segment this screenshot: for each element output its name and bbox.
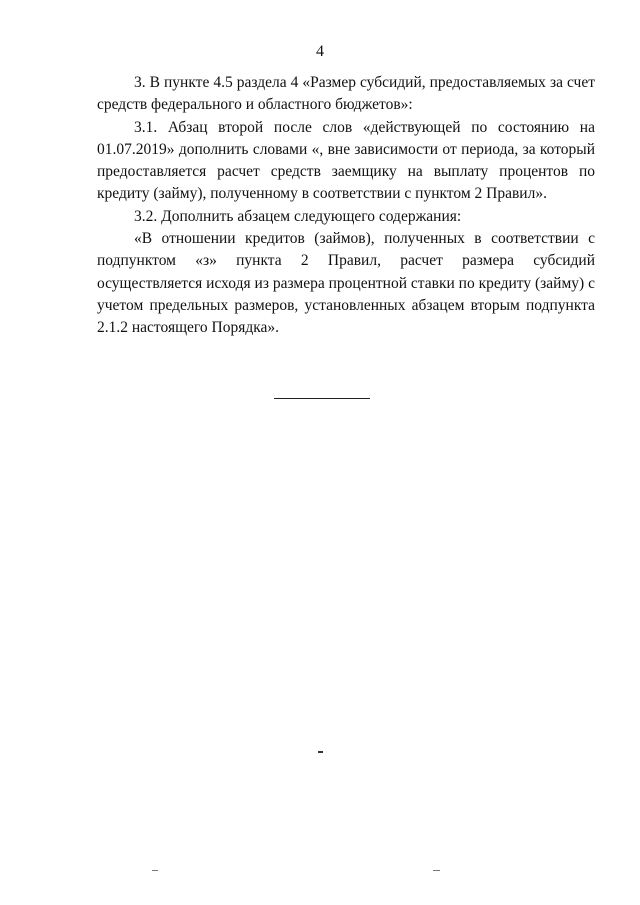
paragraph-quoted-addition: «В отношении кредитов (займов), полученных в соответствии с подпунктом «з» пункта 2 Правил, расчет размера субсидий осуществляется исходя из размера процентной ставки по кредиту (займу) с учетом предельных размеров, установленных абзацем вторым подпункта 2.1.2 настоящего Порядка». (97, 230, 595, 337)
scan-mark (433, 870, 440, 871)
paragraph-3-1: 3.1. Абзац второй после слов «действующей по состоянию на 01.07.2019» дополнить словами «, вне зависимости от периода, за который предоставляется расчет средств заемщику на выплату процентов по кредиту (займу), полученному в соответствии с пунктом 2 Правил». (97, 118, 595, 203)
scan-mark (318, 751, 323, 753)
document-body (97, 72, 595, 340)
page-number: 4 (316, 43, 324, 60)
separator-line (274, 398, 370, 399)
paragraph-3: 3. В пункте 4.5 раздела 4 «Размер субсидий, предоставляемых за счет средств федерального и областного бюджетов»: (97, 74, 595, 114)
paragraph-3-2: 3.2. Дополнить абзацем следующего содержания: (134, 207, 462, 225)
scan-mark (152, 870, 158, 871)
